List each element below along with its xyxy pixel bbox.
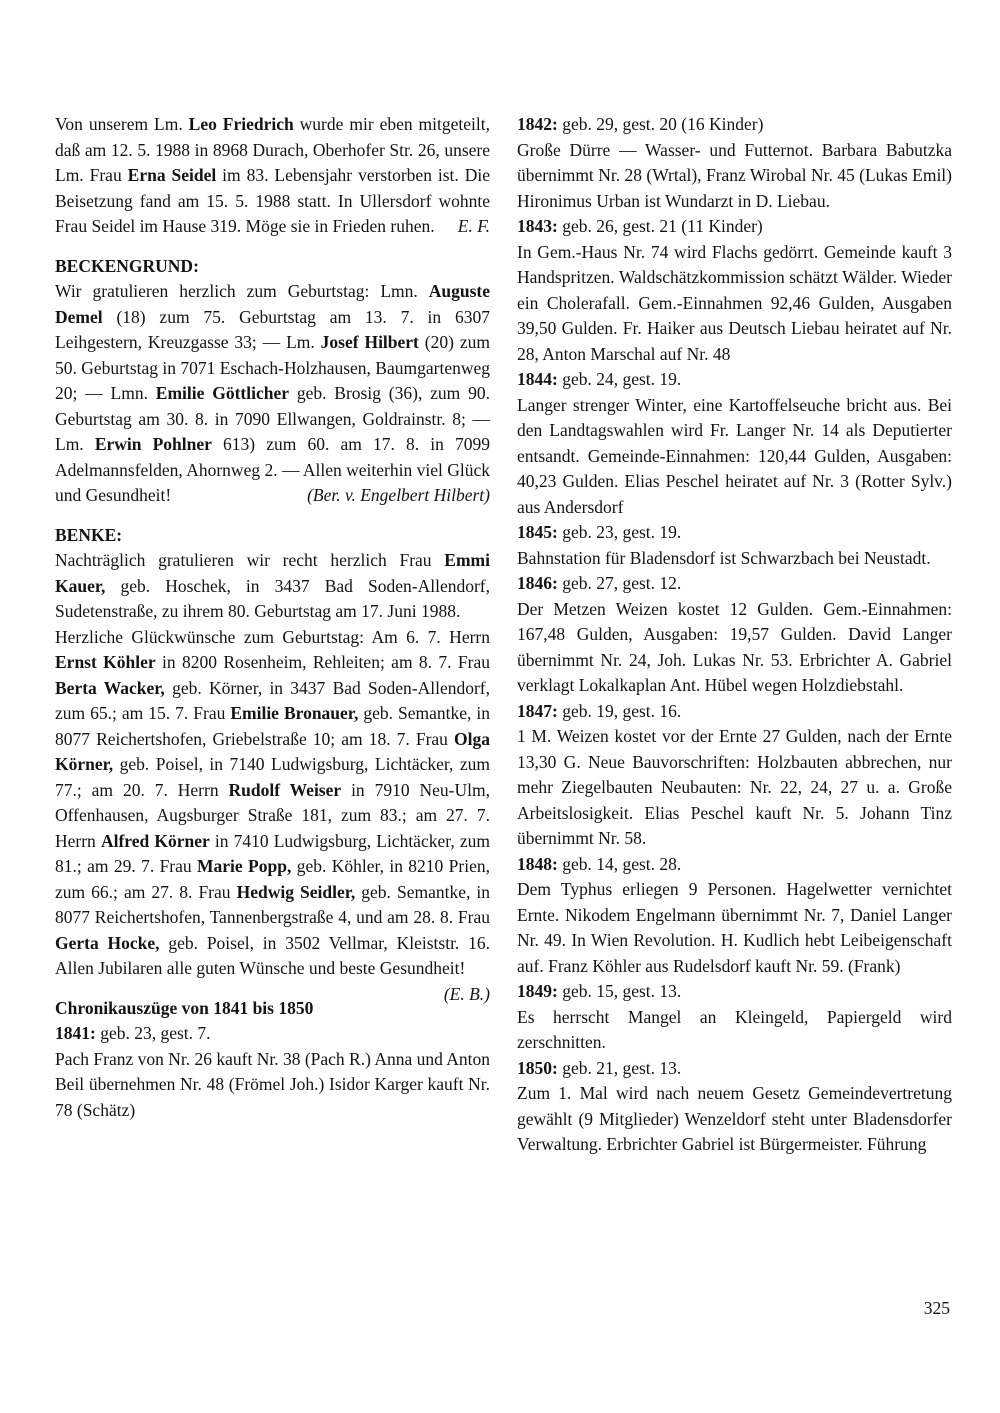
page-number: 325 bbox=[923, 1298, 950, 1318]
paragraph bbox=[55, 279, 490, 509]
body-text: geb. Poisel, in 7140 Ludwigsburg, Lichtäcker, zum 77.; am 20. 7. Herrn bbox=[55, 754, 490, 800]
body-text: in 8200 Rosenheim, Rehleiten; am 8. 7. Frau bbox=[155, 652, 490, 672]
bold-text: Emilie Bronauer, bbox=[230, 703, 359, 723]
bold-text: Emilie Göttlicher bbox=[155, 383, 289, 403]
paragraph bbox=[517, 367, 952, 393]
body-text: 613) zum 60. am 17. 8. in 7099 Adelmannsfelden, Ahornweg 2. — Allen weiterhin viel Glück und Gesundheit! bbox=[55, 434, 490, 505]
paragraph bbox=[517, 393, 952, 521]
bold-text: 1849: bbox=[517, 981, 558, 1001]
body-text: in 7410 Ludwigsburg, Lichtäcker, zum 81.; am 29. 7. Frau bbox=[55, 830, 490, 876]
body-text: Der Metzen Weizen kostet 12 Gulden. Gem.-Einnahmen: 167,48 Gulden, Ausgaben: 19,57 Gulden. David Langer übernimmt Nr. 24, Joh. Lukas Nr. 53. Erbrichter A. Gabriel verklagt Lokalkaplan Ant. Hübel wegen Holzdiebstahl. bbox=[517, 598, 952, 695]
paragraph bbox=[517, 724, 952, 852]
body-text: Große Dürre — Wasser- und Futternot. Barbara Babutzka übernimmt Nr. 28 (Wrtal), Franz Wirobal Nr. 45 (Lukas Emil) Hironimus Urban ist Wundarzt in D. Liebau. bbox=[517, 139, 952, 211]
body-text: wurde mir eben mitgeteilt, daß am 12. 5. 1988 in 8968 Durach, Oberhofer Str. 26, unsere Lm. Frau bbox=[55, 114, 490, 185]
bold-text: Ernst Köhler bbox=[55, 652, 156, 672]
bold-text: 1845: bbox=[517, 522, 558, 542]
paragraph bbox=[517, 1056, 952, 1082]
section-heading: Chronikauszüge von 1841 bis 1850 bbox=[55, 997, 314, 1018]
paragraph bbox=[517, 240, 952, 368]
paragraph bbox=[517, 979, 952, 1005]
bold-text: Olga Körner, bbox=[55, 728, 490, 774]
body-text: Es herrscht Mangel an Kleingeld, Papiergeld wird zerschnitten. bbox=[517, 1006, 952, 1052]
paragraph bbox=[517, 852, 952, 878]
paragraph bbox=[517, 597, 952, 699]
body-text: geb. 26, gest. 21 (11 Kinder) bbox=[557, 216, 763, 236]
bold-text: Erwin Pohlner bbox=[94, 434, 212, 454]
body-text: in 7910 Neu-Ulm, Offenhausen, Augsburger Straße 181, zum 83.; am 27. 7. Herrn bbox=[55, 779, 490, 851]
bold-text: 1841: bbox=[55, 1023, 96, 1043]
signature: (E. B.) bbox=[443, 983, 490, 1004]
right-column bbox=[517, 112, 952, 1158]
bold-text: 1847: bbox=[517, 700, 558, 721]
body-text: geb. 29, gest. 20 (16 Kinder) bbox=[557, 114, 764, 134]
bold-text: Hedwig Seidler, bbox=[236, 881, 356, 902]
bold-text: Emmi Kauer, bbox=[55, 550, 490, 596]
body-text: im 83. Lebensjahr verstorben ist. Die Beisetzung fand am 15. 5. 1988 statt. In Ullersdorf wohnte Frau Seidel im Hause 319. Möge sie in Frieden ruhen. bbox=[55, 165, 490, 236]
paragraph bbox=[517, 1081, 952, 1158]
body-text: geb. Körner, in 3437 Bad Soden-Allendorf, zum 65.; am 15. 7. Frau bbox=[55, 677, 490, 723]
paragraph bbox=[55, 548, 490, 625]
bold-text: Leo Friedrich bbox=[188, 114, 294, 134]
body-text: 1 M. Weizen kostet vor der Ernte 27 Gulden, nach der Ernte 13,30 G. Neue Bauvorschriften: Holzbauten abbrechen, nur mehr Ziegelbauten Neubauten: Nr. 22, 24, 27 u. a. Große Arbeitslosigkeit. Elias Peschel kauft Nr. 5. Johann Tinz übernimmt Nr. 58. bbox=[517, 726, 952, 848]
bold-text: Alfred Körner bbox=[100, 830, 210, 851]
body-text: geb. Brosig (36), zum 90. Geburtstag am 30. 8. in 7090 Ellwangen, Goldrainstr. 8; — Lm. bbox=[55, 383, 490, 454]
body-text: Von unserem Lm. bbox=[55, 114, 189, 134]
body-text: geb. 14, gest. 28. bbox=[557, 853, 682, 874]
body-text: geb. 23, gest. 19. bbox=[557, 522, 682, 542]
paragraph bbox=[517, 699, 952, 725]
bold-text: 1848: bbox=[517, 853, 558, 874]
bold-text: 1843: bbox=[517, 216, 558, 236]
bold-text: Erna Seidel bbox=[127, 165, 217, 185]
signature: (Ber. v. Engelbert Hilbert) bbox=[307, 485, 490, 505]
section-heading: BENKE: bbox=[55, 524, 123, 545]
bold-text: 1846: bbox=[517, 573, 558, 593]
body-text: geb. 19, gest. 16. bbox=[557, 700, 682, 721]
bold-text: 1842: bbox=[517, 114, 558, 134]
body-text: geb. 23, gest. 7. bbox=[95, 1023, 211, 1043]
body-text: Dem Typhus erliegen 9 Personen. Hagelwetter vernichtet Ernte. Nikodem Engelmann übernimmt Nr. 7, Daniel Langer Nr. 49. In Wien Revolution. H. Kudlich hebt Leibeigenschaft auf. Franz Köhler aus Rudelsdorf kauft Nr. 59. (Frank) bbox=[517, 879, 952, 976]
paragraph bbox=[55, 112, 490, 240]
bold-text: Auguste Demel bbox=[55, 281, 490, 327]
left-column bbox=[55, 112, 490, 1158]
bold-text: Marie Popp, bbox=[197, 856, 292, 876]
signature: E. F. bbox=[457, 216, 490, 236]
page-content bbox=[55, 112, 952, 1158]
body-text: (18) zum 75. Geburtstag am 13. 7. in 6307 Leihgestern, Kreuzgasse 33; — Lm. bbox=[55, 306, 490, 352]
body-text: geb. 24, gest. 19. bbox=[557, 369, 682, 389]
section-heading: BECKENGRUND: bbox=[55, 255, 199, 276]
body-text: geb. Hoschek, in 3437 Bad Soden-Allendorf, Sudetenstraße, zu ihrem 80. Geburtstag am 17. Juni 1988. bbox=[55, 575, 490, 621]
body-text: Langer strenger Winter, eine Kartoffelseuche bricht aus. Bei den Landtagswahlen wird Fr. Langer Nr. 14 als Deputierter entsandt. Gemeinde-Einnahmen: 120,44 Gulden, Ausgaben: 40,23 Gulden. Elias Peschel heiratet auf Nr. 3 (Rotter Sylv.) aus Andersdorf bbox=[517, 394, 952, 517]
body-text: Wir gratulieren herzlich zum Geburtstag: Lmn. bbox=[55, 281, 429, 301]
bold-text: Josef Hilbert bbox=[320, 332, 419, 352]
body-text: Zum 1. Mal wird nach neuem Gesetz Gemeindevertretung gewählt (9 Mitglieder) Wenzeldorf steht unter Bladensdorfer Verwaltung. Erbrichter Gabriel ist Bürgermeister. Führung bbox=[517, 1083, 952, 1154]
paragraph bbox=[517, 112, 952, 138]
bold-text: Gerta Hocke, bbox=[55, 932, 160, 953]
bold-text: 1844: bbox=[517, 369, 558, 389]
body-text: Bahnstation für Bladensdorf ist Schwarzbach bei Neustadt. bbox=[517, 547, 931, 568]
bold-text: 1850: bbox=[517, 1057, 558, 1078]
body-text: (20) zum 50. Geburtstag in 7071 Eschach-Holzhausen, Baumgartenweg 20; — Lmn. bbox=[55, 332, 490, 403]
body-text: Pach Franz von Nr. 26 kauft Nr. 38 (Pach R.) Anna und Anton Beil übernehmen Nr. 48 (Frömel Joh.) Isidor Karger kauft Nr. 78 (Schätz) bbox=[55, 1048, 491, 1120]
paragraph bbox=[517, 138, 952, 215]
paragraph bbox=[517, 571, 952, 597]
paragraph bbox=[517, 546, 952, 572]
bold-text: Rudolf Weiser bbox=[228, 779, 342, 800]
body-text: geb. Semantke, in 8077 Reichertshofen, Griebelstraße 10; am 18. 7. Frau bbox=[55, 703, 490, 749]
body-text: In Gem.-Haus Nr. 74 wird Flachs gedörrt. Gemeinde kauft 3 Handspritzen. Waldschätzkommission schätzt Wälder. Wieder ein Cholerafall. Gem.-Einnahmen 92,46 Gulden, Ausgaben 39,50 Gulden. Fr. Haiker aus Deutsch Liebau heiratet auf Nr. 28, Anton Marschal auf Nr. 48 bbox=[517, 241, 952, 364]
paragraph bbox=[517, 214, 952, 240]
body-text: Herzliche Glückwünsche zum Geburtstag: Am 6. 7. Herrn bbox=[55, 626, 490, 647]
body-text: geb. Semantke, in 8077 Reichertshofen, Tannenbergstraße 4, und am 28. 8. Frau bbox=[55, 881, 491, 927]
paragraph bbox=[55, 1021, 490, 1047]
body-text: geb. 21, gest. 13. bbox=[557, 1057, 682, 1078]
bold-text: Berta Wacker, bbox=[55, 677, 165, 698]
body-text: geb. 15, gest. 13. bbox=[557, 981, 682, 1001]
paragraph bbox=[517, 1005, 952, 1056]
body-text: geb. Köhler, in 8210 Prien, zum 66.; am 27. 8. Frau bbox=[55, 856, 490, 902]
body-text: Nachträglich gratulieren wir recht herzlich Frau bbox=[55, 550, 445, 570]
paragraph bbox=[55, 1047, 490, 1124]
body-text: geb. Poisel, in 3502 Vellmar, Kleiststr. 16. Allen Jubilaren alle guten Wünsche und beste Gesundheit! bbox=[55, 932, 490, 978]
paragraph bbox=[517, 877, 952, 979]
body-text: geb. 27, gest. 12. bbox=[557, 573, 682, 593]
paragraph bbox=[55, 625, 491, 1004]
paragraph bbox=[517, 520, 952, 546]
